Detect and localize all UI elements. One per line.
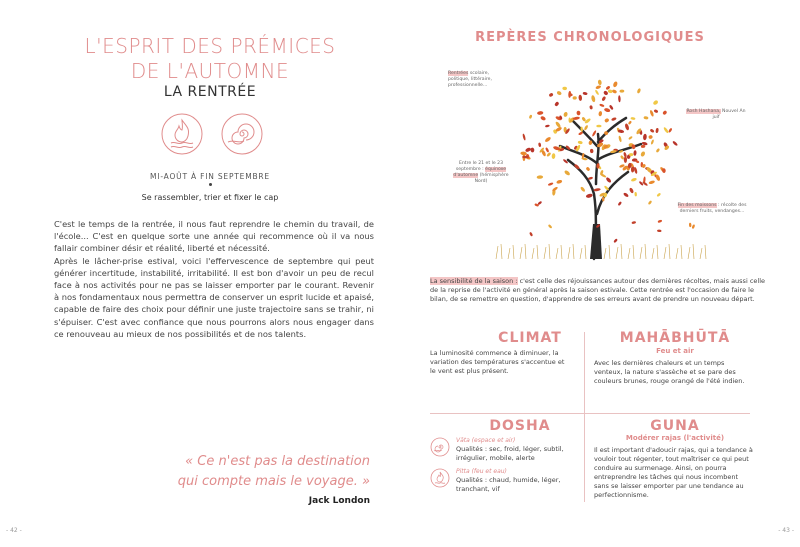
dosha-title: DOSHA: [489, 418, 551, 434]
quote: [130, 452, 370, 492]
season-period: MI-AOÛT À FIN SEPTEMBRE: [150, 172, 270, 181]
grid-divider-horizontal: [430, 413, 750, 414]
fire-icon: [430, 468, 450, 488]
body-text: [54, 218, 374, 340]
season-motto: Se rassembler, trier et fixer le cap: [141, 193, 279, 202]
guna-title: GUNA: [650, 418, 700, 434]
annotation-text: (hémisphère Nord): [474, 173, 509, 184]
paragraph: Après le lâcher-prise estival, voici l'effervescence de septembre qui peut générer incertitude, instabilité, irritabilité. Il est bon d'avoir un peu de recul face à nos activités pour ne pas se laisser emporter par le courant. Revenir à nos fondamentaux nous permettra de conserver un esprit lucide et apaisé, capable de faire des choix pour définir une juste trajectoire sans se trahir, ni s'épuiser. C'est avec confiance que nous pourrons alors nous engager dans ce renouveau au mieux de nos possibilités et de nos talents.: [54, 255, 374, 339]
grid-divider-vertical: [584, 332, 585, 502]
guna-subtitle: Modérer rajas (l'activité): [625, 434, 725, 442]
paragraph: C'est le temps de la rentrée, il nous faut reprendre le chemin du travail, de l'école... C'est en quelque sorte une année qui recommence où il va nous fallair combiner désir et réalité, liberté et nécessité.: [54, 219, 374, 254]
wind-icon: [220, 112, 264, 156]
annotation-equinoxe: [452, 161, 510, 185]
vata-name: Vāta (espace et air): [456, 437, 516, 444]
annotation-highlight: équinoxe d'automne: [453, 167, 507, 178]
quote-line: « Ce n'est pas la destination: [185, 454, 370, 469]
mahabhuta-title: MAHĀBHŪTĀ: [619, 330, 731, 346]
quote-line: qui compte mais le voyage. »: [177, 474, 370, 489]
annotation-text: : récolte des derniers fruits, vendanges...: [679, 203, 747, 214]
wind-icon: [430, 437, 450, 457]
climat-title: CLIMAT: [498, 330, 562, 346]
annotation-rosh-hashana: [686, 109, 746, 121]
autumn-tree-illustration: [476, 64, 726, 264]
page-subtitle: LA RENTRÉE: [163, 84, 257, 100]
intro-text: c'est celle des réjouissances autour des dernières récoltes, mais aussi celle de la reprise de l'activité en général après la saison estivale. Cette rentrée est l'occasion de faire le bilan, de se remettre en question, d'apprendre de ses erreurs avant de prendre un nouveau départ.: [430, 277, 766, 303]
pitta-text: Qualités : chaud, humide, léger, tranchant, vif: [456, 476, 561, 493]
annotation-highlight: Rosh Hashana,: [686, 109, 721, 114]
mahabhuta-text: Avec les dernières chaleurs et un temps venteux, la nature s'assèche et se pare des couleurs brunes, rouge orangé de l'été indien.: [594, 359, 745, 385]
annotation-text: scolaire, politique, littéraire, professionnelle...: [448, 71, 492, 88]
separator-dot: [209, 183, 212, 186]
guna-text: Il est important d'adoucir rajas, qui a tendance à vouloir tout régenter, tout maîtriser ce qui peut conduire au surmenage. Ainsi, on pourra entreprendre les tâches qui nous incombent sans se laisser emporter par une tendance au perfectionnisme.: [594, 446, 753, 499]
mahabhuta-subtitle: Feu et air: [656, 347, 694, 355]
climat-text: La luminosité commence à diminuer, la variation des températures s'accentue et le vent est plus présent.: [430, 349, 565, 375]
season-intro: [430, 277, 770, 304]
annotation-highlight: Rentrées: [448, 71, 469, 76]
right-page: [400, 0, 800, 547]
annotation-text: Entre le 21 et le 23 septembre :: [455, 161, 504, 172]
page-number: - 42 -: [6, 527, 22, 534]
annotation-text: Nouvel An juif: [712, 109, 746, 120]
pitta-name: Pitta (feu et eau): [456, 468, 507, 475]
fire-icon: [160, 112, 204, 156]
page-title-line1: L'ESPRIT DES PRÉMICES: [84, 34, 336, 58]
element-symbols: [160, 112, 264, 156]
annotation-highlight: Fin des moissons: [677, 203, 717, 208]
annotation-moissons: [677, 203, 747, 215]
annotation-rentrees: [448, 71, 508, 89]
intro-highlight: La sensibilité de la saison :: [430, 277, 518, 285]
page-title-line2: DE L'AUTOMNE: [130, 59, 290, 83]
section-title: REPÈRES CHRONOLOGIQUES: [475, 30, 705, 45]
quote-author: Jack London: [308, 496, 370, 506]
page-number: - 43 -: [778, 527, 794, 534]
vata-text: Qualités : sec, froid, léger, subtil, irrégulier, mobile, alerte: [456, 445, 564, 462]
